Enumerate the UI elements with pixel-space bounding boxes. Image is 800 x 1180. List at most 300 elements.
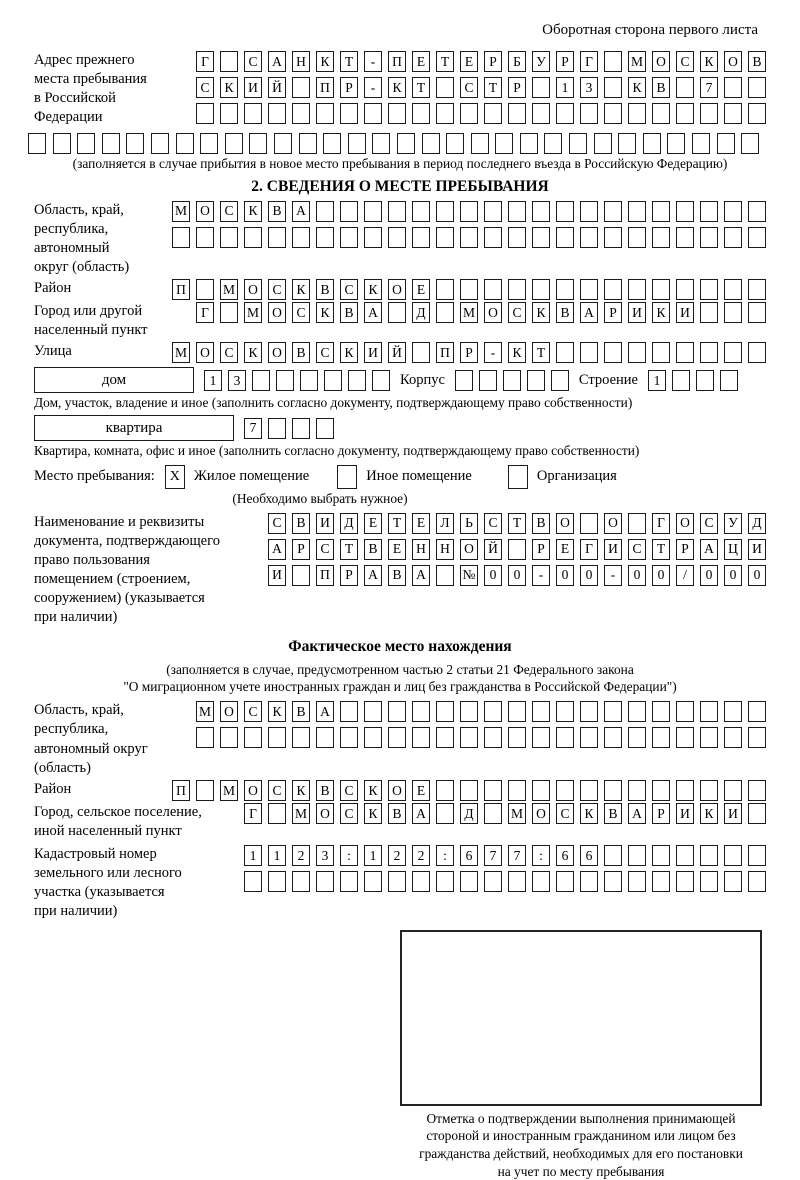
- char-cell[interactable]: [556, 871, 574, 892]
- char-cell[interactable]: [412, 201, 430, 222]
- char-cell[interactable]: Е: [412, 51, 430, 72]
- char-cell[interactable]: М: [172, 342, 190, 363]
- char-cell[interactable]: [748, 342, 766, 363]
- char-cell[interactable]: [388, 302, 406, 323]
- char-cell[interactable]: Р: [508, 77, 526, 98]
- char-cell[interactable]: [412, 871, 430, 892]
- char-cell[interactable]: [724, 77, 742, 98]
- char-cell[interactable]: Р: [652, 803, 670, 824]
- char-cell[interactable]: [244, 103, 262, 124]
- char-cell[interactable]: [340, 103, 358, 124]
- char-cell[interactable]: [397, 133, 415, 154]
- char-cell[interactable]: Е: [412, 513, 430, 534]
- char-cell[interactable]: [748, 279, 766, 300]
- char-cell[interactable]: [700, 302, 718, 323]
- char-cell[interactable]: О: [532, 803, 550, 824]
- char-cell[interactable]: М: [508, 803, 526, 824]
- char-cell[interactable]: [268, 871, 286, 892]
- char-cell[interactable]: [556, 727, 574, 748]
- char-cell[interactable]: [748, 803, 766, 824]
- char-cell[interactable]: [324, 370, 342, 391]
- char-cell[interactable]: [436, 565, 454, 586]
- char-cell[interactable]: [748, 227, 766, 248]
- char-cell[interactable]: №: [460, 565, 478, 586]
- char-cell[interactable]: [724, 227, 742, 248]
- char-cell[interactable]: О: [268, 342, 286, 363]
- char-cell[interactable]: [220, 302, 238, 323]
- char-cell[interactable]: С: [484, 513, 502, 534]
- char-cell[interactable]: И: [628, 302, 646, 323]
- char-cell[interactable]: С: [244, 701, 262, 722]
- char-cell[interactable]: [604, 727, 622, 748]
- char-cell[interactable]: К: [700, 51, 718, 72]
- char-cell[interactable]: 1: [268, 845, 286, 866]
- char-cell[interactable]: [388, 227, 406, 248]
- char-cell[interactable]: [556, 279, 574, 300]
- char-cell[interactable]: [412, 342, 430, 363]
- char-cell[interactable]: [436, 780, 454, 801]
- char-cell[interactable]: 1: [204, 370, 222, 391]
- char-cell[interactable]: [556, 103, 574, 124]
- char-cell[interactable]: [527, 370, 545, 391]
- char-cell[interactable]: В: [364, 539, 382, 560]
- char-cell[interactable]: [652, 279, 670, 300]
- char-cell[interactable]: В: [388, 565, 406, 586]
- char-cell[interactable]: [700, 727, 718, 748]
- char-cell[interactable]: К: [580, 803, 598, 824]
- char-cell[interactable]: [724, 845, 742, 866]
- char-cell[interactable]: [484, 103, 502, 124]
- char-cell[interactable]: А: [580, 302, 598, 323]
- char-cell[interactable]: О: [388, 780, 406, 801]
- char-cell[interactable]: [316, 418, 334, 439]
- char-cell[interactable]: О: [244, 279, 262, 300]
- char-cell[interactable]: [556, 342, 574, 363]
- char-cell[interactable]: [388, 103, 406, 124]
- char-cell[interactable]: Т: [340, 51, 358, 72]
- char-cell[interactable]: [724, 871, 742, 892]
- char-cell[interactable]: [532, 780, 550, 801]
- char-cell[interactable]: 2: [292, 845, 310, 866]
- char-cell[interactable]: 3: [316, 845, 334, 866]
- char-cell[interactable]: К: [700, 803, 718, 824]
- char-cell[interactable]: [748, 727, 766, 748]
- char-cell[interactable]: [618, 133, 636, 154]
- char-cell[interactable]: [172, 227, 190, 248]
- char-cell[interactable]: Д: [460, 803, 478, 824]
- char-cell[interactable]: :: [532, 845, 550, 866]
- char-cell[interactable]: [508, 701, 526, 722]
- char-cell[interactable]: В: [532, 513, 550, 534]
- char-cell[interactable]: [268, 803, 286, 824]
- char-cell[interactable]: Г: [580, 51, 598, 72]
- char-cell[interactable]: И: [364, 342, 382, 363]
- char-cell[interactable]: Т: [652, 539, 670, 560]
- char-cell[interactable]: [196, 227, 214, 248]
- char-cell[interactable]: 0: [508, 565, 526, 586]
- char-cell[interactable]: [436, 201, 454, 222]
- char-cell[interactable]: [220, 227, 238, 248]
- char-cell[interactable]: [652, 871, 670, 892]
- char-cell[interactable]: Г: [196, 51, 214, 72]
- char-cell[interactable]: 7: [244, 418, 262, 439]
- char-cell[interactable]: Р: [340, 77, 358, 98]
- char-cell[interactable]: [200, 133, 218, 154]
- char-cell[interactable]: [724, 103, 742, 124]
- char-cell[interactable]: [569, 133, 587, 154]
- char-cell[interactable]: [724, 201, 742, 222]
- char-cell[interactable]: [249, 133, 267, 154]
- char-cell[interactable]: К: [364, 279, 382, 300]
- char-cell[interactable]: С: [508, 302, 526, 323]
- char-cell[interactable]: [628, 279, 646, 300]
- char-cell[interactable]: [628, 103, 646, 124]
- char-cell[interactable]: [672, 370, 690, 391]
- char-cell[interactable]: В: [292, 513, 310, 534]
- char-cell[interactable]: В: [652, 77, 670, 98]
- char-cell[interactable]: С: [292, 302, 310, 323]
- char-cell[interactable]: [436, 227, 454, 248]
- char-cell[interactable]: 0: [484, 565, 502, 586]
- char-cell[interactable]: [724, 780, 742, 801]
- char-cell[interactable]: Е: [364, 513, 382, 534]
- char-cell[interactable]: [495, 133, 513, 154]
- char-cell[interactable]: Р: [676, 539, 694, 560]
- char-cell[interactable]: [696, 370, 714, 391]
- char-cell[interactable]: Т: [412, 77, 430, 98]
- char-cell[interactable]: Д: [748, 513, 766, 534]
- char-cell[interactable]: [28, 133, 46, 154]
- char-cell[interactable]: Б: [508, 51, 526, 72]
- char-cell[interactable]: [460, 701, 478, 722]
- char-cell[interactable]: [364, 201, 382, 222]
- char-cell[interactable]: [316, 727, 334, 748]
- char-cell[interactable]: М: [292, 803, 310, 824]
- char-cell[interactable]: [460, 201, 478, 222]
- char-cell[interactable]: Р: [460, 342, 478, 363]
- char-cell[interactable]: [532, 77, 550, 98]
- char-cell[interactable]: 1: [556, 77, 574, 98]
- char-cell[interactable]: [503, 370, 521, 391]
- char-cell[interactable]: [388, 871, 406, 892]
- char-cell[interactable]: К: [244, 342, 262, 363]
- char-cell[interactable]: [244, 227, 262, 248]
- char-cell[interactable]: [340, 701, 358, 722]
- char-cell[interactable]: [292, 77, 310, 98]
- char-cell[interactable]: [268, 727, 286, 748]
- char-cell[interactable]: [252, 370, 270, 391]
- char-cell[interactable]: [604, 77, 622, 98]
- char-cell[interactable]: [741, 133, 759, 154]
- char-cell[interactable]: 1: [244, 845, 262, 866]
- char-cell[interactable]: И: [676, 803, 694, 824]
- char-cell[interactable]: [676, 727, 694, 748]
- char-cell[interactable]: Г: [580, 539, 598, 560]
- char-cell[interactable]: А: [268, 539, 286, 560]
- char-cell[interactable]: [604, 701, 622, 722]
- char-cell[interactable]: [274, 133, 292, 154]
- char-cell[interactable]: П: [172, 780, 190, 801]
- char-cell[interactable]: 2: [388, 845, 406, 866]
- char-cell[interactable]: Е: [556, 539, 574, 560]
- char-cell[interactable]: П: [436, 342, 454, 363]
- char-cell[interactable]: [580, 103, 598, 124]
- char-cell[interactable]: [176, 133, 194, 154]
- char-cell[interactable]: С: [268, 780, 286, 801]
- char-cell[interactable]: [388, 701, 406, 722]
- char-cell[interactable]: [556, 701, 574, 722]
- char-cell[interactable]: Й: [388, 342, 406, 363]
- char-cell[interactable]: С: [700, 513, 718, 534]
- char-cell[interactable]: [77, 133, 95, 154]
- char-cell[interactable]: П: [172, 279, 190, 300]
- char-cell[interactable]: С: [340, 803, 358, 824]
- char-cell[interactable]: [292, 565, 310, 586]
- char-cell[interactable]: 0: [748, 565, 766, 586]
- char-cell[interactable]: [412, 701, 430, 722]
- char-cell[interactable]: [372, 133, 390, 154]
- char-cell[interactable]: 0: [580, 565, 598, 586]
- char-cell[interactable]: О: [220, 701, 238, 722]
- dom-field[interactable]: дом: [34, 367, 194, 393]
- char-cell[interactable]: Г: [244, 803, 262, 824]
- char-cell[interactable]: О: [676, 513, 694, 534]
- char-cell[interactable]: [460, 871, 478, 892]
- char-cell[interactable]: /: [676, 565, 694, 586]
- char-cell[interactable]: К: [292, 279, 310, 300]
- char-cell[interactable]: С: [460, 77, 478, 98]
- char-cell[interactable]: [460, 227, 478, 248]
- char-cell[interactable]: [628, 342, 646, 363]
- char-cell[interactable]: [628, 701, 646, 722]
- char-cell[interactable]: :: [340, 845, 358, 866]
- char-cell[interactable]: [604, 845, 622, 866]
- char-cell[interactable]: В: [316, 780, 334, 801]
- char-cell[interactable]: [652, 845, 670, 866]
- char-cell[interactable]: Н: [292, 51, 310, 72]
- char-cell[interactable]: [484, 780, 502, 801]
- char-cell[interactable]: [436, 103, 454, 124]
- char-cell[interactable]: [479, 370, 497, 391]
- char-cell[interactable]: [580, 279, 598, 300]
- char-cell[interactable]: [436, 279, 454, 300]
- char-cell[interactable]: И: [268, 565, 286, 586]
- char-cell[interactable]: Г: [652, 513, 670, 534]
- char-cell[interactable]: Р: [340, 565, 358, 586]
- char-cell[interactable]: [667, 133, 685, 154]
- char-cell[interactable]: [372, 370, 390, 391]
- char-cell[interactable]: [348, 133, 366, 154]
- char-cell[interactable]: [748, 701, 766, 722]
- char-cell[interactable]: [484, 701, 502, 722]
- char-cell[interactable]: А: [628, 803, 646, 824]
- char-cell[interactable]: [676, 780, 694, 801]
- char-cell[interactable]: С: [220, 342, 238, 363]
- char-cell[interactable]: [508, 727, 526, 748]
- char-cell[interactable]: [196, 279, 214, 300]
- char-cell[interactable]: [604, 51, 622, 72]
- char-cell[interactable]: [628, 201, 646, 222]
- char-cell[interactable]: 1: [364, 845, 382, 866]
- char-cell[interactable]: [628, 871, 646, 892]
- char-cell[interactable]: [484, 279, 502, 300]
- char-cell[interactable]: 0: [700, 565, 718, 586]
- char-cell[interactable]: [604, 871, 622, 892]
- char-cell[interactable]: [364, 227, 382, 248]
- char-cell[interactable]: [316, 201, 334, 222]
- char-cell[interactable]: [676, 871, 694, 892]
- char-cell[interactable]: [652, 201, 670, 222]
- char-cell[interactable]: [471, 133, 489, 154]
- char-cell[interactable]: Е: [388, 539, 406, 560]
- char-cell[interactable]: О: [652, 51, 670, 72]
- char-cell[interactable]: Й: [268, 77, 286, 98]
- char-cell[interactable]: К: [220, 77, 238, 98]
- char-cell[interactable]: К: [292, 780, 310, 801]
- char-cell[interactable]: Е: [412, 780, 430, 801]
- organizatsiya-checkbox[interactable]: [508, 465, 528, 489]
- char-cell[interactable]: 1: [648, 370, 666, 391]
- char-cell[interactable]: В: [604, 803, 622, 824]
- char-cell[interactable]: С: [220, 201, 238, 222]
- char-cell[interactable]: [436, 701, 454, 722]
- char-cell[interactable]: С: [316, 342, 334, 363]
- char-cell[interactable]: [484, 201, 502, 222]
- char-cell[interactable]: [196, 780, 214, 801]
- char-cell[interactable]: [700, 103, 718, 124]
- char-cell[interactable]: 6: [556, 845, 574, 866]
- char-cell[interactable]: [643, 133, 661, 154]
- char-cell[interactable]: Ц: [724, 539, 742, 560]
- inoe-checkbox[interactable]: [337, 465, 357, 489]
- char-cell[interactable]: [196, 727, 214, 748]
- char-cell[interactable]: 6: [460, 845, 478, 866]
- char-cell[interactable]: [460, 780, 478, 801]
- char-cell[interactable]: [628, 845, 646, 866]
- char-cell[interactable]: Р: [556, 51, 574, 72]
- char-cell[interactable]: [340, 727, 358, 748]
- char-cell[interactable]: М: [460, 302, 478, 323]
- char-cell[interactable]: [724, 727, 742, 748]
- char-cell[interactable]: С: [196, 77, 214, 98]
- char-cell[interactable]: 3: [228, 370, 246, 391]
- char-cell[interactable]: [652, 780, 670, 801]
- char-cell[interactable]: В: [556, 302, 574, 323]
- char-cell[interactable]: С: [244, 51, 262, 72]
- char-cell[interactable]: [508, 539, 526, 560]
- char-cell[interactable]: 0: [628, 565, 646, 586]
- char-cell[interactable]: [268, 418, 286, 439]
- char-cell[interactable]: В: [268, 201, 286, 222]
- char-cell[interactable]: [412, 727, 430, 748]
- char-cell[interactable]: А: [364, 302, 382, 323]
- char-cell[interactable]: [292, 103, 310, 124]
- char-cell[interactable]: [676, 845, 694, 866]
- char-cell[interactable]: 7: [508, 845, 526, 866]
- char-cell[interactable]: [520, 133, 538, 154]
- char-cell[interactable]: П: [388, 51, 406, 72]
- char-cell[interactable]: [652, 103, 670, 124]
- char-cell[interactable]: К: [532, 302, 550, 323]
- char-cell[interactable]: М: [196, 701, 214, 722]
- char-cell[interactable]: У: [532, 51, 550, 72]
- char-cell[interactable]: [748, 845, 766, 866]
- char-cell[interactable]: [604, 103, 622, 124]
- char-cell[interactable]: К: [388, 77, 406, 98]
- char-cell[interactable]: А: [364, 565, 382, 586]
- char-cell[interactable]: [580, 513, 598, 534]
- char-cell[interactable]: К: [628, 77, 646, 98]
- char-cell[interactable]: [544, 133, 562, 154]
- char-cell[interactable]: [340, 227, 358, 248]
- char-cell[interactable]: Т: [388, 513, 406, 534]
- char-cell[interactable]: С: [676, 51, 694, 72]
- char-cell[interactable]: К: [364, 780, 382, 801]
- char-cell[interactable]: [316, 871, 334, 892]
- char-cell[interactable]: [724, 302, 742, 323]
- char-cell[interactable]: [508, 279, 526, 300]
- char-cell[interactable]: [532, 727, 550, 748]
- char-cell[interactable]: -: [364, 51, 382, 72]
- char-cell[interactable]: [446, 133, 464, 154]
- char-cell[interactable]: К: [316, 302, 334, 323]
- char-cell[interactable]: А: [292, 201, 310, 222]
- char-cell[interactable]: У: [724, 513, 742, 534]
- char-cell[interactable]: [604, 201, 622, 222]
- char-cell[interactable]: [700, 227, 718, 248]
- char-cell[interactable]: И: [316, 513, 334, 534]
- char-cell[interactable]: О: [484, 302, 502, 323]
- char-cell[interactable]: [388, 201, 406, 222]
- char-cell[interactable]: [724, 701, 742, 722]
- char-cell[interactable]: [748, 103, 766, 124]
- char-cell[interactable]: [580, 701, 598, 722]
- char-cell[interactable]: К: [340, 342, 358, 363]
- char-cell[interactable]: [676, 701, 694, 722]
- char-cell[interactable]: И: [724, 803, 742, 824]
- char-cell[interactable]: В: [292, 342, 310, 363]
- char-cell[interactable]: Т: [340, 539, 358, 560]
- char-cell[interactable]: [460, 727, 478, 748]
- char-cell[interactable]: [604, 342, 622, 363]
- char-cell[interactable]: [700, 201, 718, 222]
- char-cell[interactable]: [268, 227, 286, 248]
- char-cell[interactable]: С: [340, 780, 358, 801]
- char-cell[interactable]: М: [220, 780, 238, 801]
- char-cell[interactable]: С: [268, 279, 286, 300]
- char-cell[interactable]: -: [484, 342, 502, 363]
- char-cell[interactable]: М: [244, 302, 262, 323]
- char-cell[interactable]: [484, 871, 502, 892]
- char-cell[interactable]: Р: [532, 539, 550, 560]
- char-cell[interactable]: 3: [580, 77, 598, 98]
- char-cell[interactable]: [580, 201, 598, 222]
- char-cell[interactable]: Ь: [460, 513, 478, 534]
- char-cell[interactable]: В: [748, 51, 766, 72]
- char-cell[interactable]: [532, 871, 550, 892]
- char-cell[interactable]: [556, 780, 574, 801]
- char-cell[interactable]: [700, 845, 718, 866]
- char-cell[interactable]: [508, 871, 526, 892]
- char-cell[interactable]: К: [316, 51, 334, 72]
- char-cell[interactable]: [532, 279, 550, 300]
- char-cell[interactable]: [676, 201, 694, 222]
- char-cell[interactable]: А: [700, 539, 718, 560]
- char-cell[interactable]: [628, 780, 646, 801]
- char-cell[interactable]: 7: [484, 845, 502, 866]
- char-cell[interactable]: Е: [412, 279, 430, 300]
- char-cell[interactable]: М: [172, 201, 190, 222]
